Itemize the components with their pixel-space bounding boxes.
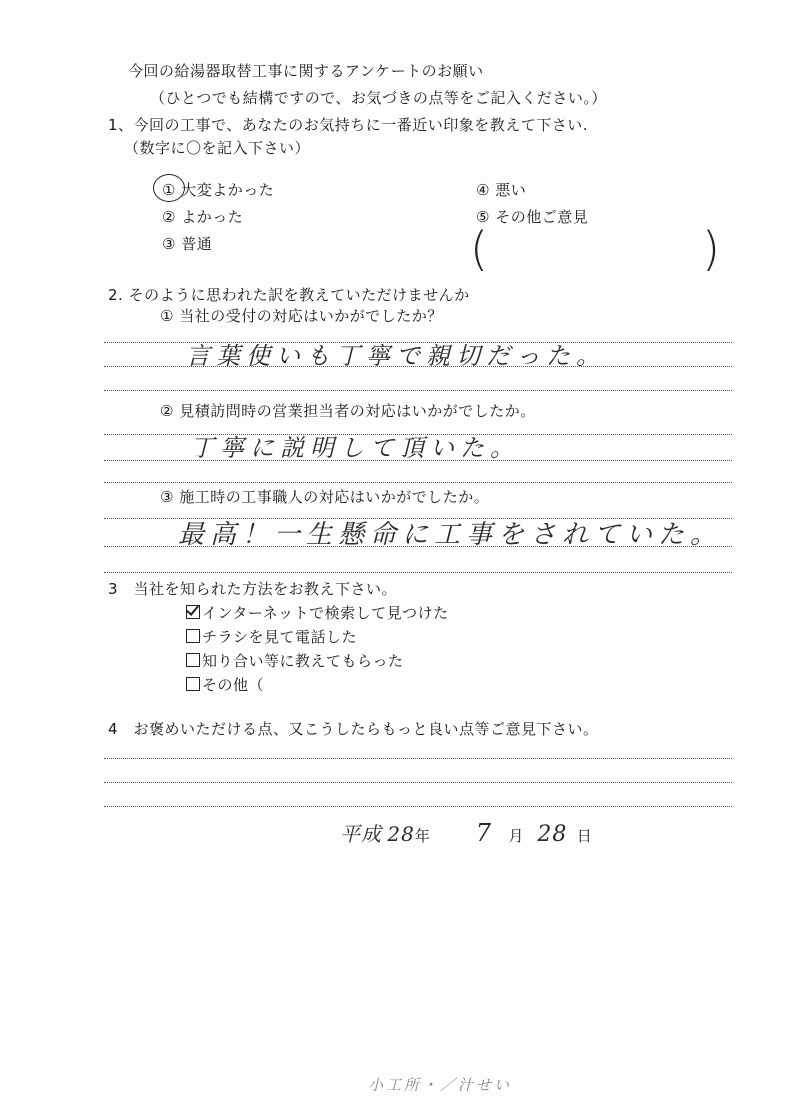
q3-option-other[interactable] — [186, 674, 264, 695]
answer-line — [104, 482, 732, 483]
q1-note: （数字に〇を記入下さい） — [124, 139, 311, 157]
q2-sub1-label: ① 当社の受付の対応はいかがでしたか？ — [160, 307, 443, 325]
q2-sub2-label: ② 見積訪問時の営業担当者の対応はいかがでしたか。 — [160, 402, 536, 420]
checkbox[interactable] — [186, 653, 200, 667]
option-text: 悪い — [495, 181, 527, 199]
q3-label: 3 当社を知られた方法をお教え下さい。 — [108, 580, 398, 598]
option-number: ⑤ — [476, 208, 490, 226]
option-text: チラシを見て電話した — [202, 628, 358, 646]
answer-line — [104, 390, 732, 391]
q2-sub2-answer: 丁寧に説明して頂いた。 — [190, 434, 520, 462]
q1-option-1[interactable] — [162, 179, 274, 200]
checkbox[interactable] — [186, 677, 200, 691]
date-day-unit: 日 — [576, 827, 593, 845]
footer-handwriting: 小工所・／汁せい — [368, 1076, 513, 1094]
option-text: 知り合い等に教えてもらった — [202, 652, 404, 670]
survey-title: 今回の給湯器取替工事に関するアンケートのお願い — [128, 62, 484, 80]
date-month: 7 — [475, 819, 498, 847]
answer-line — [104, 460, 732, 461]
other-open-paren: ( — [470, 222, 488, 276]
answer-line — [104, 366, 732, 367]
date-field[interactable] — [340, 818, 592, 847]
survey-subtitle: （ひとつでも結構ですので、お気づきの点等をご記入ください。） — [150, 89, 607, 107]
option-number: ② — [162, 208, 176, 226]
q2-sub3-answer: 最高！一生懸命に工事をされていた。 — [178, 520, 723, 550]
option-text: その他（ — [202, 676, 265, 694]
answer-line — [104, 572, 732, 573]
option-number: ③ — [162, 235, 176, 253]
answer-line — [104, 782, 732, 783]
date-year: 28 — [387, 822, 415, 846]
q1-option-5[interactable] — [476, 206, 588, 227]
date-year-unit: 年 — [414, 827, 431, 845]
q3-option-internet[interactable] — [186, 602, 449, 623]
option-text: インターネットで検索して見つけた — [202, 604, 449, 622]
date-era: 平成 — [340, 822, 382, 846]
checkbox[interactable] — [186, 629, 200, 643]
option-text: 普通 — [181, 235, 213, 253]
q1-option-2[interactable] — [162, 206, 243, 227]
q2-label: 2. そのように思われた訳を教えていただけませんか — [108, 286, 470, 304]
other-close-paren: ) — [702, 222, 720, 276]
q3-option-flyer[interactable] — [186, 626, 357, 647]
option-number: ④ — [476, 181, 490, 199]
answer-line — [104, 758, 732, 759]
q2-sub3-label: ③ 施工時の工事職人の対応はいかがでしたか。 — [160, 488, 490, 506]
q1-option-4[interactable] — [476, 179, 526, 200]
q4-label: 4 お褒めいただける点、又こうしたらもっと良い点等ご意見下さい。 — [108, 720, 599, 738]
date-month-unit: 月 — [508, 827, 524, 845]
date-day: 28 — [537, 822, 568, 847]
q3-option-referral[interactable] — [186, 650, 404, 671]
answer-line — [104, 546, 732, 547]
option-text: よかった — [181, 208, 244, 226]
checkbox-checked[interactable] — [186, 605, 200, 619]
answer-line — [104, 806, 732, 807]
q2-sub1-answer: 言葉使いも丁寧で親切だった。 — [186, 342, 606, 370]
option-text: その他ご意見 — [495, 208, 589, 226]
option-number: ① — [162, 181, 176, 199]
q1-label: 1、今回の工事で、あなたのお気持ちに一番近い印象を教えて下さい. — [108, 116, 589, 134]
q1-option-3[interactable] — [162, 233, 212, 254]
option-text: 大変よかった — [181, 181, 275, 199]
